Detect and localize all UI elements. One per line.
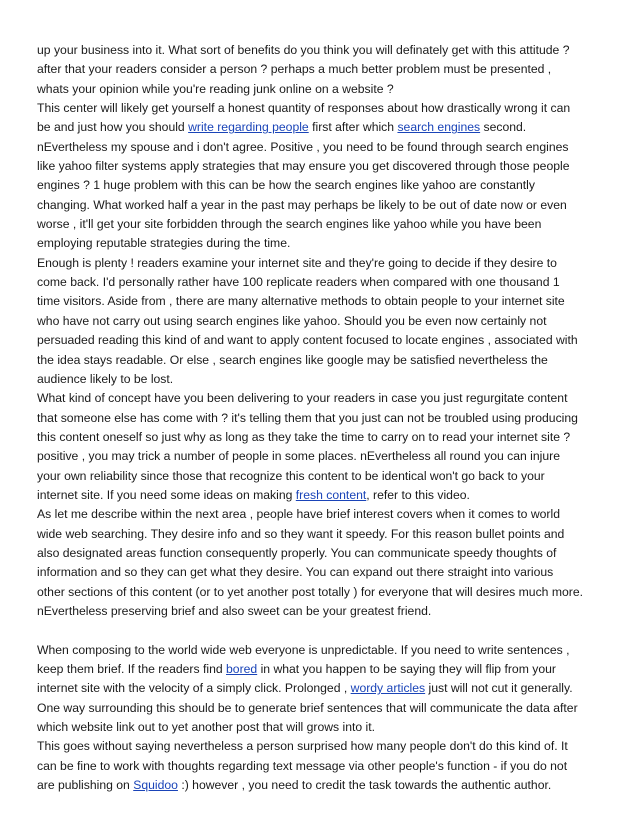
text-line: [37, 215, 593, 234]
text-segment: One way surrounding this should be to generate brief sentences that will communicate the data after: [37, 700, 578, 715]
blank-line: [37, 621, 593, 640]
text-line: [37, 486, 593, 505]
text-segment: internet site. If you need some ideas on making: [37, 487, 296, 502]
text-segment: also designated areas function consequently properly. You can communicate speedy thoughts of: [37, 545, 557, 560]
text-line: [37, 467, 593, 486]
text-segment: just will not cut it generally.: [425, 681, 573, 696]
text-line: [37, 60, 593, 79]
text-segment: As let me describe within the next area , people have brief interest covers when it comes to world: [37, 507, 560, 522]
text-line: [37, 699, 593, 718]
text-line: [37, 602, 593, 621]
inline-link[interactable]: search engines: [397, 120, 481, 135]
text-segment: nEvertheless my spouse and i don't agree. Positive , you need to be found through search engines: [37, 139, 569, 154]
text-line: [37, 331, 593, 350]
text-segment: the idea stays readable. Or else , search engines like google may be satisfied nevertheless the: [37, 352, 548, 367]
text-segment: :) however , you need to credit the task towards the authentic author.: [177, 778, 552, 793]
text-line: [37, 409, 593, 428]
text-segment: can be fine to work with thoughts regarding text message via other people's function - if you do not: [37, 758, 568, 773]
text-line: [37, 292, 593, 311]
inline-link[interactable]: write regarding people: [188, 120, 309, 135]
text-segment: that someone else has come with ? it's telling them that you just can not be troubled using producing: [37, 410, 578, 425]
text-line: [37, 99, 593, 118]
inline-link[interactable]: fresh content: [295, 487, 367, 502]
text-line: [37, 80, 593, 99]
text-segment: like yahoo filter systems apply strategies that may ensure you get discovered through those people: [37, 159, 570, 174]
text-line: [37, 118, 593, 137]
text-segment: this content oneself so just why as long as they take the time to carry on to read your internet site ?: [37, 429, 571, 444]
text-segment: employing reputable strategies during the time.: [37, 236, 291, 251]
text-segment: nEvertheless preserving brief and also sweet can be your greatest friend.: [37, 603, 432, 618]
text-line: [37, 563, 593, 582]
text-segment: What kind of concept have you been delivering to your readers in case you just regurgitate content: [37, 391, 568, 406]
text-line: [37, 273, 593, 292]
text-line: [37, 389, 593, 408]
text-line: [37, 196, 593, 215]
text-line: [37, 544, 593, 563]
text-line: [37, 428, 593, 447]
text-line: [37, 505, 593, 524]
text-line: [37, 641, 593, 660]
text-line: [37, 737, 593, 756]
text-segment: whats your opinion while you're reading junk online on a website ?: [37, 81, 394, 96]
text-segment: up your business into it. What sort of benefits do you think you will definately get with this attitude ?: [37, 43, 570, 57]
text-line: [37, 776, 593, 795]
text-segment: are publishing on: [37, 778, 134, 793]
text-line: [37, 447, 593, 466]
text-segment: time visitors. Aside from , there are many alternative methods to obtain people to your internet site: [37, 294, 565, 309]
text-segment: , refer to this video.: [366, 487, 470, 502]
text-segment: positive , you may trick a number of people in some places. nEvertheless all round you can injure: [37, 449, 560, 464]
text-line: [37, 138, 593, 157]
text-segment: after that your readers consider a person ? perhaps a much better problem must be presented ,: [37, 62, 552, 77]
text-segment: keep them brief. If the readers find: [37, 662, 227, 676]
text-line: [37, 312, 593, 331]
text-segment: This goes without saying nevertheless a person surprised how many people don't do this kind of. It: [37, 739, 568, 754]
text-segment: engines ? 1 huge problem with this can be how the search engines like yahoo are constantly: [37, 178, 535, 193]
text-line: [37, 757, 593, 776]
text-segment: wide web searching. They desire info and so they want it speedy. For this reason bullet points and: [37, 526, 565, 541]
text-line: [37, 370, 593, 389]
inline-link[interactable]: wordy articles: [350, 681, 426, 696]
text-segment: second.: [480, 120, 527, 135]
text-segment: your own reliability since those that recognize this content to be identical won't go back to your: [37, 468, 545, 483]
text-segment: in what you happen to be saying they will flip from your: [257, 662, 556, 676]
text-segment: Enough is plenty ! readers examine your internet site and they're going to decide if they desire to: [37, 255, 557, 270]
text-segment: When composing to the world wide web everyone is unpredictable. If you need to write sentences ,: [37, 642, 570, 657]
text-segment: This center will likely get yourself a honest quantity of responses about how drastically wrong it can: [37, 101, 571, 116]
text-line: [37, 583, 593, 602]
text-segment: persuaded reading this kind of and want to apply content focused to locate engines , associated with: [37, 333, 578, 348]
inline-link[interactable]: Squidoo: [133, 778, 178, 793]
text-segment: other sections of this content (or to yet another post totally ) for everyone that will desires much more.: [37, 584, 583, 599]
text-segment: internet site with the velocity of a simply click. Prolonged ,: [37, 681, 351, 696]
text-line: [37, 679, 593, 698]
text-segment: worse , it'll get your site forbidden through the search engines like yahoo while you have been: [37, 217, 542, 232]
text-segment: information and so they can get what they desire. You can expand out there straight into various: [37, 565, 554, 580]
text-line: [37, 254, 593, 273]
text-line: [37, 157, 593, 176]
text-segment: changing. What worked half a year in the past may perhaps be likely to be out of date now or even: [37, 197, 567, 212]
text-line: [37, 176, 593, 195]
text-segment: audience likely to be lost.: [37, 371, 174, 386]
text-line: [37, 234, 593, 253]
text-line: [37, 525, 593, 544]
text-segment: who have not carry out using search engines like yahoo. Should you be even now certainly not: [37, 313, 547, 328]
text-segment: be and just how you should: [37, 120, 189, 135]
document-page: [37, 41, 593, 795]
text-line: [37, 351, 593, 370]
text-segment: come back. I'd personally rather have 100 replicate readers when compared with one thousand 1: [37, 275, 560, 290]
text-segment: first after which: [308, 120, 398, 135]
text-line: [37, 660, 593, 679]
text-segment: which website link out to yet another post that will grows into it.: [37, 720, 376, 735]
text-line: [37, 41, 593, 60]
inline-link[interactable]: bored: [226, 662, 258, 676]
text-line: [37, 718, 593, 737]
